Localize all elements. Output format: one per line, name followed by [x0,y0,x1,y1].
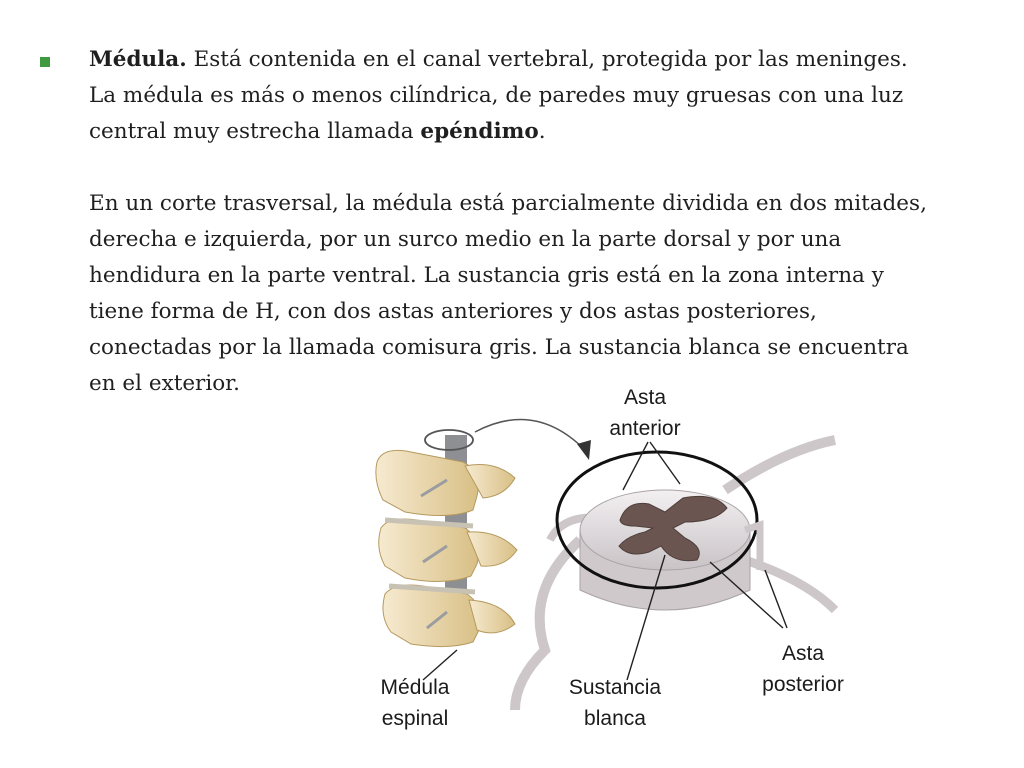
vertebra-3 [383,585,481,647]
vertebral-column [376,430,517,647]
label-medula-espinal: Médula espinal [380,676,450,730]
pointer-arrow [475,420,585,450]
bullet-marker [40,57,50,67]
spinal-cord-figure [365,380,885,750]
main-text [89,42,1024,402]
term-medula: Médula. [89,47,187,72]
body-line-3: hendidura en la parte ventral. La sustancia gris está en la zona interna y [89,263,884,288]
body-line-6: en el exterior. [89,371,240,396]
label-sustancia-blanca: Sustancia blanca [568,676,662,730]
leader-asta-anterior-left [623,442,648,490]
body-line-5: conectadas por la llamada comisura gris. La sustancia blanca se encuentra [89,335,909,360]
body-line-1: En un corte trasversal, la médula está parcialmente dividida en dos mitades, [89,191,927,216]
intro-line-1: Médula. Está contenida en el canal vertebral, protegida por las meninges. [89,47,908,72]
intro-line-3: central muy estrecha llamada epéndimo. [89,119,546,144]
intro-line-2: La médula es más o menos cilíndrica, de paredes muy gruesas con una luz [89,83,904,108]
body-line-2: derecha e izquierda, por un surco medio en la parte dorsal y por una [89,227,842,252]
vertebra-2 [379,519,479,582]
label-asta-posterior: Asta posterior [762,642,844,696]
body-line-4: tiene forma de H, con dos astas anteriores y dos astas posteriores, [89,299,817,324]
leader-asta-anterior-right [650,442,680,484]
label-asta-anterior: Asta anterior [609,386,681,440]
paragraph-gap [89,150,1024,186]
term-ependimo: epéndimo [420,119,539,144]
